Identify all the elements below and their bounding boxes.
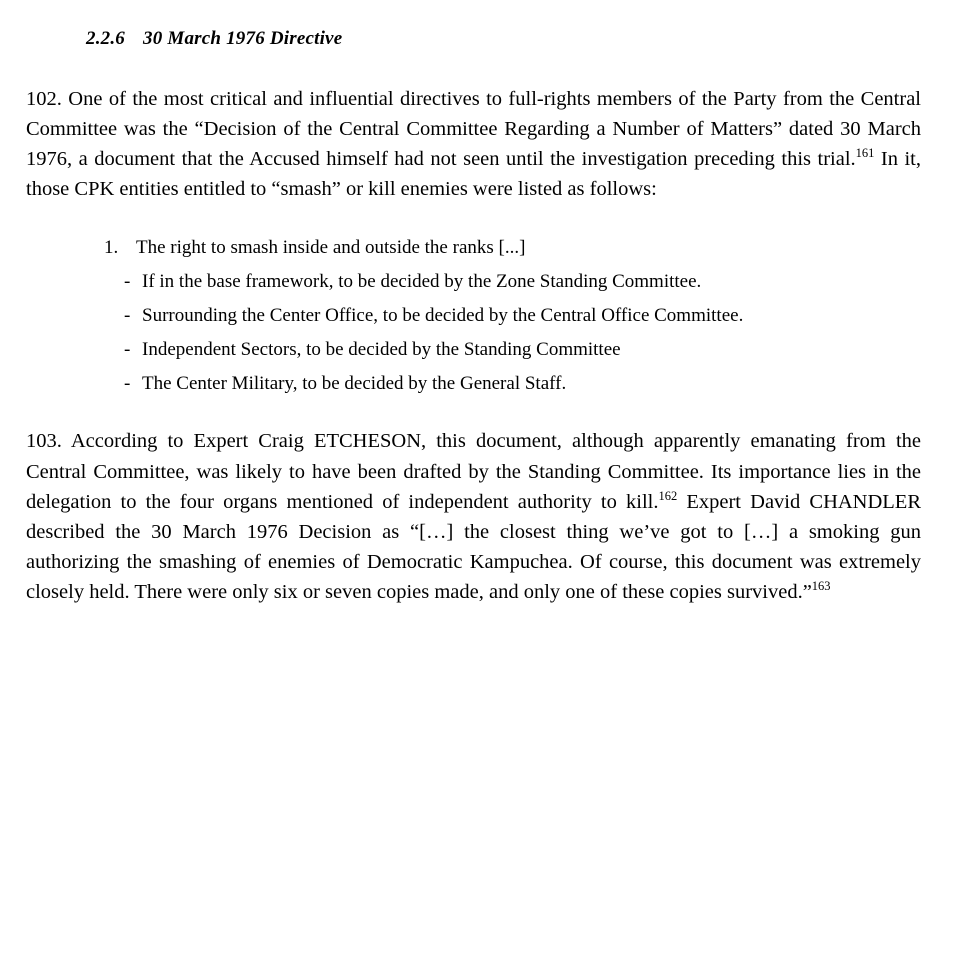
paragraph-102-text-a: One of the most critical and influential directives to full-rights members of the Party from the Central Committee was the “Decision of the Central Committee Regarding a Number of Matters” dated 30 March 1976, a document that the Accused himself had not seen until the investigation preceding this trial.: [26, 88, 921, 171]
paragraph-102: [26, 84, 925, 205]
list-item: [124, 371, 895, 396]
dash-marker: -: [124, 271, 131, 293]
dash-marker: -: [124, 373, 131, 395]
dash-list: [104, 269, 895, 396]
section-number: 2.2.6: [86, 28, 125, 49]
paragraph-102-number: 102.: [26, 88, 62, 110]
list-item: [124, 303, 895, 328]
footnote-ref-163: 163: [811, 579, 831, 594]
footnote-ref-161: 161: [855, 146, 875, 161]
paragraph-103-text-a: According to Expert Craig ETCHESON, this document, although apparently emanating from the Central Committee, was likely to have been drafted by the Standing Committee. Its importance lies in the delegation to the four organs mentioned of independent authority to kill.: [26, 430, 921, 513]
list-item: [124, 269, 895, 294]
list-item-text: If in the base framework, to be decided by the Zone Standing Committee.: [142, 271, 702, 293]
section-heading: [86, 18, 925, 50]
quoted-list: [26, 235, 925, 397]
footnote-ref-162: 162: [658, 488, 678, 503]
list-item: [104, 235, 895, 261]
paragraph-103-text-b: Expert David CHANDLER described the 30 March 1976 Decision as “[…] the closest thing we’ve got to […] a smoking gun authorizing the smashing of enemies of Democratic Kampuchea. Of course, this document was extremely closely held. There were only six or seven copies made, and only one of these copies survived.”: [26, 490, 921, 604]
list-item-text: Independent Sectors, to be decided by the Standing Committee: [142, 339, 621, 361]
list-item-text: The Center Military, to be decided by the General Staff.: [142, 373, 567, 395]
dash-marker: -: [124, 339, 131, 361]
dash-marker: -: [124, 305, 131, 327]
list-marker: 1.: [104, 236, 119, 258]
list-item-text: Surrounding the Center Office, to be decided by the Central Office Committee.: [142, 305, 744, 327]
list-item-text: The right to smash inside and outside the ranks [...]: [136, 236, 526, 258]
paragraph-102-text-b: In it, those CPK entities entitled to “smash” or kill enemies were listed as follows:: [26, 148, 922, 201]
section-title: 30 March 1976 Directive: [143, 28, 343, 49]
paragraph-103: [26, 426, 925, 607]
paragraph-103-number: 103.: [26, 430, 62, 453]
list-item: [124, 337, 895, 362]
